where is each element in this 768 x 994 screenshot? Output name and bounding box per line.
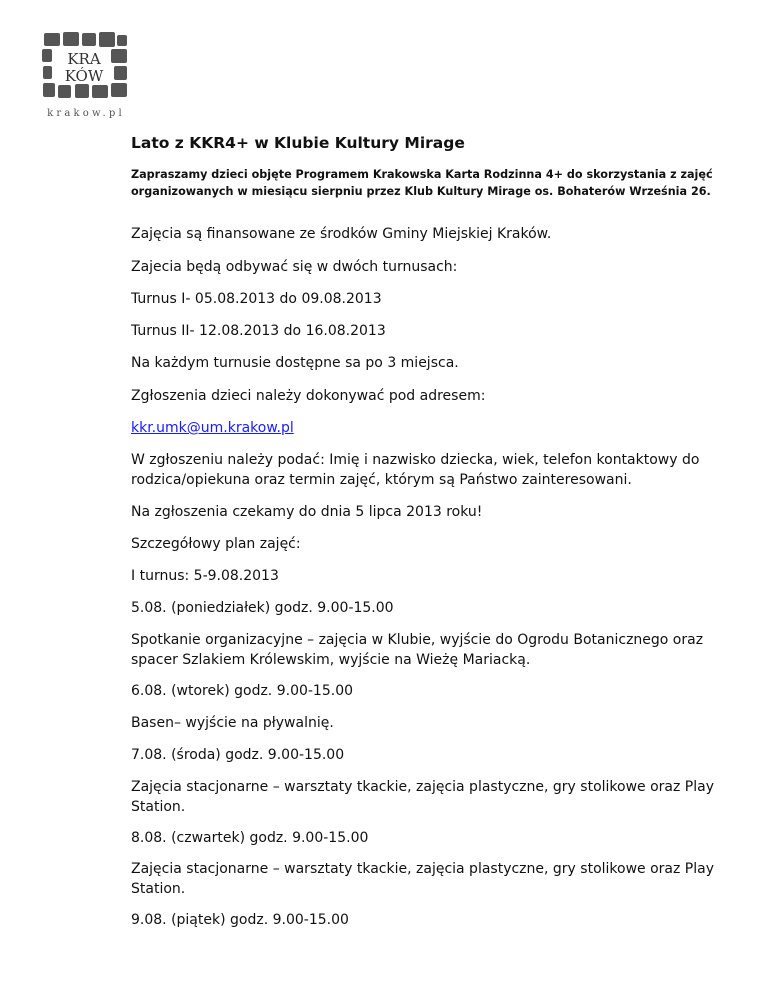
page-title: Lato z KKR4+ w Klubie Kultury Mirage xyxy=(131,134,465,152)
intro-paragraph xyxy=(131,166,751,200)
deadline-text: Na zgłoszenia czekamy do dnia 5 lipca 2013 roku! xyxy=(131,504,483,520)
intro-line-2: organizowanych w miesiącu sierpniu przez Klub Kultury Mirage os. Bohaterów Września 26. xyxy=(131,185,711,198)
day-4-description-line-1: Zajęcia stacjonarne – warsztaty tkackie, zajęcia plastyczne, gry stolikowe oraz Play xyxy=(131,861,715,877)
day-2-date: 6.08. (wtorek) godz. 9.00-15.00 xyxy=(131,683,354,699)
apply-text: Zgłoszenia dzieci należy dokonywać pod adresem: xyxy=(131,388,486,404)
day-3-date: 7.08. (środa) godz. 9.00-15.00 xyxy=(131,747,345,763)
day-4-description xyxy=(131,859,731,899)
day-3-description-line-2: Station. xyxy=(131,799,186,815)
turns-intro-text: Zajecia będą odbywać się w dwóch turnusach: xyxy=(131,259,458,275)
krakow-logo xyxy=(40,30,132,125)
logo-text-line2: KÓW xyxy=(64,67,104,85)
turn-1-dates: Turnus I- 05.08.2013 do 09.08.2013 xyxy=(131,291,382,307)
logo-caption: krakow.pl xyxy=(47,108,125,119)
intro-line-1: Zapraszamy dzieci objęte Programem Krakowska Karta Rodzinna 4+ do skorzystania z zajęć xyxy=(131,168,713,181)
day-2-description: Basen– wyjście na pływalnię. xyxy=(131,715,334,731)
places-text: Na każdym turnusie dostępne sa po 3 miejsca. xyxy=(131,355,459,371)
day-1-date: 5.08. (poniedziałek) godz. 9.00-15.00 xyxy=(131,600,394,616)
day-1-description-line-2: spacer Szlakiem Królewskim, wyjście na Wieżę Mariacką. xyxy=(131,652,531,668)
email-link[interactable]: kkr.umk@um.krakow.pl xyxy=(131,420,294,436)
turn-1-header: I turnus: 5-9.08.2013 xyxy=(131,568,279,584)
required-info-line-2: rodzica/opiekuna oraz termin zajęć, którym są Państwo zainteresowani. xyxy=(131,472,632,488)
required-info-line-1: W zgłoszeniu należy podać: Imię i nazwisko dziecka, wiek, telefon kontaktowy do xyxy=(131,452,700,468)
krakow-logo-mark xyxy=(40,30,132,108)
day-1-description-line-1: Spotkanie organizacyjne – zajęcia w Klubie, wyjście do Ogrodu Botanicznego oraz xyxy=(131,632,704,648)
turn-2-dates: Turnus II- 12.08.2013 do 16.08.2013 xyxy=(131,323,386,339)
email-paragraph xyxy=(131,418,731,438)
financing-text: Zajęcia są finansowane ze środków Gminy Miejskiej Kraków. xyxy=(131,226,552,242)
plan-heading: Szczegółowy plan zajęć: xyxy=(131,536,301,552)
day-4-date: 8.08. (czwartek) godz. 9.00-15.00 xyxy=(131,830,369,846)
day-3-description-line-1: Zajęcia stacjonarne – warsztaty tkackie, zajęcia plastyczne, gry stolikowe oraz Play xyxy=(131,779,715,795)
logo-text-line1: KRA xyxy=(67,50,101,68)
required-info-text xyxy=(131,450,731,490)
day-3-description xyxy=(131,777,731,817)
day-5-date: 9.08. (piątek) godz. 9.00-15.00 xyxy=(131,912,349,928)
day-1-description xyxy=(131,630,731,670)
day-4-description-line-2: Station. xyxy=(131,881,186,897)
